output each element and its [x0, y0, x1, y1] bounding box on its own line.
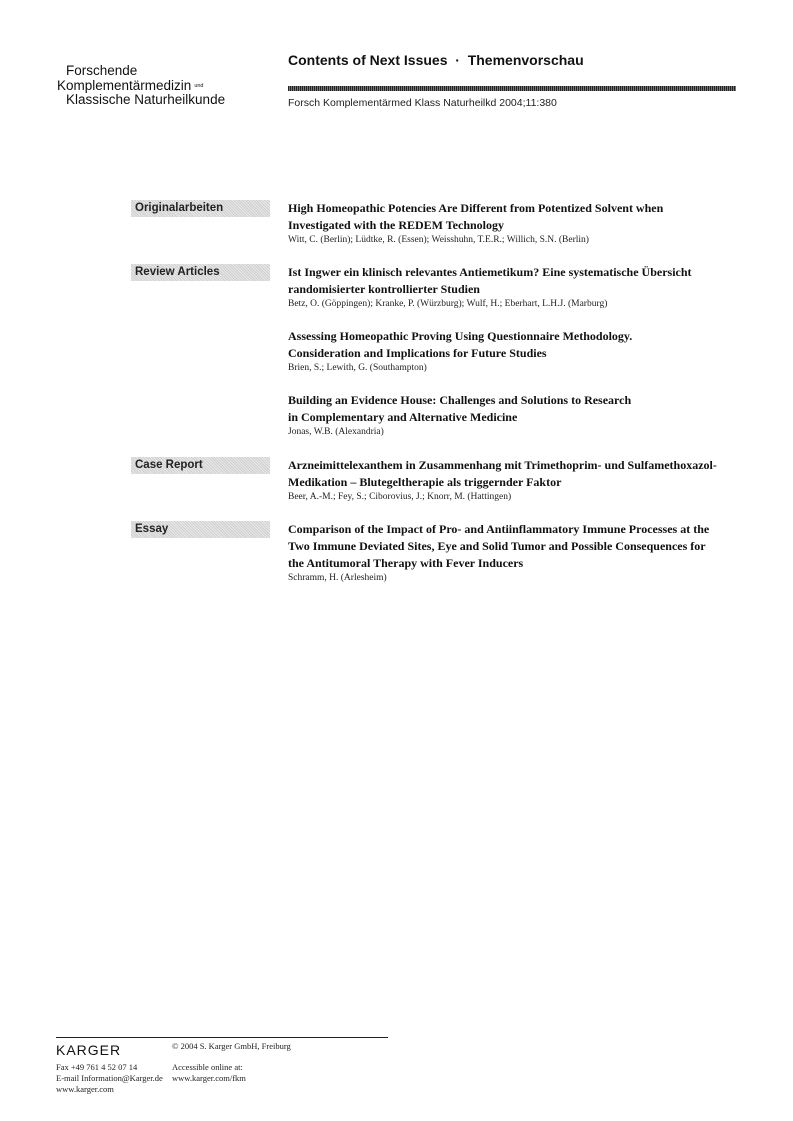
article-authors: Jonas, W.B. (Alexandria) [288, 427, 384, 437]
online-access [172, 1062, 246, 1084]
article-title [288, 392, 738, 426]
article-title-line: Ist Ingwer ein klinisch relevantes Antiemetikum? Eine systematische Übersicht [288, 265, 692, 279]
article-title [288, 457, 738, 491]
publisher-logo: KARGER [56, 1042, 122, 1058]
logo-line-1: Forschende [66, 63, 138, 78]
article-title-line: Two Immune Deviated Sites, Eye and Solid Tumor and Possible Consequences for [288, 539, 706, 553]
logo-line-2-text: Komplementärmedizin [57, 77, 192, 93]
journal-url-link[interactable]: www.karger.com/fkm [172, 1073, 246, 1083]
section-label-review-articles: Review Articles [131, 264, 270, 281]
accessible-label: Accessible online at: [172, 1062, 243, 1072]
section-label-essay: Essay [131, 521, 270, 538]
article-authors: Betz, O. (Göppingen); Kranke, P. (Würzburg); Wulf, H.; Eberhart, L.H.J. (Marburg) [288, 299, 608, 309]
copyright-notice: © 2004 S. Karger GmbH, Freiburg [172, 1041, 291, 1051]
article-title-line: Consideration and Implications for Future Studies [288, 346, 547, 360]
article-title-line: Arzneimittelexanthem in Zusammenhang mit Trimethoprim- und Sulfamethoxazol- [288, 458, 717, 472]
website-link[interactable]: www.karger.com [56, 1084, 114, 1094]
article-title-line: Medikation – Blutegeltherapie als triggernder Faktor [288, 475, 562, 489]
article-title-line: in Complementary and Alternative Medicine [288, 410, 518, 424]
article-title-line: High Homeopathic Potencies Are Different from Potentized Solvent when [288, 201, 664, 215]
article-title-line: the Antitumoral Therapy with Fever Inducers [288, 556, 524, 570]
page-title: Contents of Next Issues · Themenvorschau [288, 52, 584, 68]
article-authors: Beer, A.-M.; Fey, S.; Ciborovius, J.; Knorr, M. (Hattingen) [288, 492, 512, 502]
article-3 [288, 328, 738, 374]
article-5 [288, 457, 738, 503]
article-title-line: Investigated with the REDEM Technology [288, 218, 505, 232]
article-title [288, 521, 738, 572]
article-title [288, 328, 738, 362]
section-label-case-report: Case Report [131, 457, 270, 474]
publisher-contact [56, 1062, 163, 1095]
logo-und: und [194, 82, 204, 89]
email-address: E-mail Information@Karger.de [56, 1073, 163, 1083]
header-rule [288, 86, 736, 91]
article-title-line: Assessing Homeopathic Proving Using Questionnaire Methodology. [288, 329, 633, 343]
article-authors: Schramm, H. (Arlesheim) [288, 573, 387, 583]
journal-logo [57, 64, 225, 108]
article-1 [288, 200, 738, 246]
article-title [288, 264, 738, 298]
journal-citation: Forsch Komplementärmed Klass Naturheilkd 2004;11:380 [288, 97, 557, 109]
article-2 [288, 264, 738, 310]
logo-line-2 [57, 79, 225, 94]
article-title-line: Comparison of the Impact of Pro- and Antiinflammatory Immune Processes at the [288, 522, 710, 536]
article-4 [288, 392, 738, 438]
article-authors: Witt, C. (Berlin); Lüdtke, R. (Essen); Weisshuhn, T.E.R.; Willich, S.N. (Berlin) [288, 235, 589, 245]
article-authors: Brien, S.; Lewith, G. (Southampton) [288, 363, 427, 373]
article-title-line: randomisierter kontrollierter Studien [288, 282, 480, 296]
logo-line-3: Klassische Naturheilkunde [66, 92, 226, 108]
footer-rule [56, 1037, 388, 1038]
article-title-line: Building an Evidence House: Challenges and Solutions to Research [288, 393, 632, 407]
fax-number: Fax +49 761 4 52 07 14 [56, 1062, 138, 1072]
section-label-originalarbeiten: Originalarbeiten [131, 200, 270, 217]
article-6 [288, 521, 738, 584]
article-title [288, 200, 738, 234]
